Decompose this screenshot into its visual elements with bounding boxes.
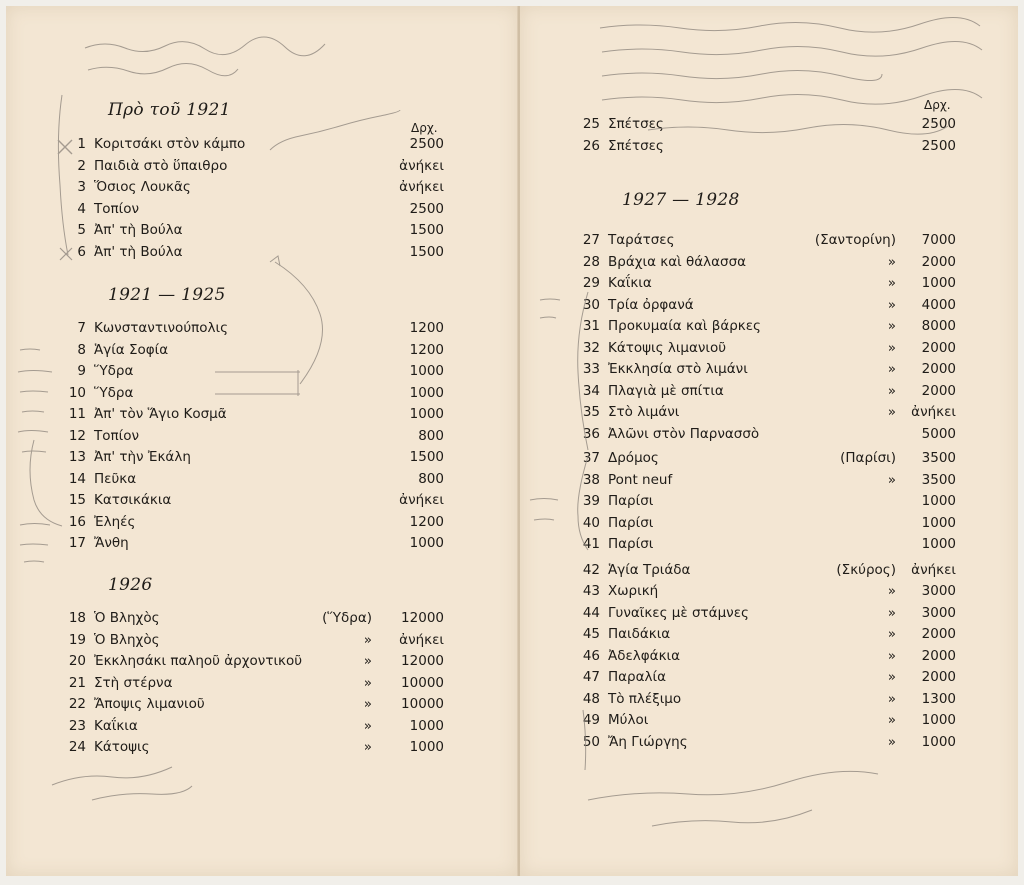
- catalogue-number: 7: [77, 320, 86, 336]
- catalogue-row-31: [576, 318, 956, 338]
- catalogue-row-1: [62, 136, 444, 156]
- catalogue-number: 46: [582, 647, 600, 664]
- artwork-title: Παιδάκια: [608, 626, 671, 642]
- artwork-location: »: [363, 717, 372, 734]
- catalogue-number: 10: [68, 384, 86, 401]
- artwork-price: 2000: [921, 669, 956, 685]
- catalogue-number: 2: [77, 157, 86, 174]
- artwork-price: 1000: [921, 493, 956, 509]
- artwork-title: Στὴ στέρνα: [94, 674, 173, 691]
- catalogue-number: 34: [582, 382, 600, 399]
- artwork-price: 1000: [921, 275, 956, 291]
- catalogue-number: 37: [582, 450, 600, 466]
- artwork-title: Ἀδελφάκια: [608, 647, 681, 664]
- artwork-price: 1000: [409, 384, 444, 401]
- artwork-title: Ὅσιος Λουκᾶς: [94, 179, 191, 195]
- catalogue-row-30: [576, 297, 956, 317]
- artwork-title: Χωρική: [608, 583, 659, 599]
- artwork-title: Τὸ πλέξιμο: [608, 690, 682, 707]
- catalogue-row-28: [576, 254, 956, 274]
- catalogue-row-13: [62, 449, 444, 469]
- artwork-title: Κοριτσάκι στὸν κάμπο: [94, 136, 246, 152]
- artwork-title: Ἁγία Σοφία: [94, 341, 169, 358]
- artwork-location: »: [363, 631, 372, 648]
- artwork-title: Κάτοψις: [94, 739, 150, 755]
- catalogue-row-7: [62, 320, 444, 340]
- catalogue-number: 40: [582, 514, 600, 531]
- artwork-location: »: [887, 253, 896, 270]
- catalogue-row-38: [576, 472, 956, 492]
- catalogue-number: 35: [582, 404, 600, 420]
- catalogue-row-32: [576, 340, 956, 360]
- artwork-price: 1000: [409, 535, 444, 551]
- artwork-price: 1000: [921, 712, 956, 728]
- artwork-price: 10000: [401, 674, 444, 691]
- artwork-price: ἀνήκει: [911, 561, 956, 578]
- catalogue-row-4: [62, 201, 444, 221]
- catalogue-number: 28: [582, 253, 600, 270]
- artwork-price: 2500: [921, 137, 956, 154]
- artwork-price: 3000: [921, 583, 956, 599]
- catalogue-number: 1: [77, 136, 86, 152]
- artwork-price: 1000: [409, 406, 444, 422]
- catalogue-row-12: [62, 428, 444, 448]
- catalogue-row-46: [576, 648, 956, 668]
- artwork-price: 10000: [401, 696, 444, 712]
- artwork-title: Παιδιὰ στὸ ὕπαιθρο: [94, 157, 228, 174]
- artwork-price: 2500: [409, 136, 444, 152]
- artwork-location: »: [887, 669, 896, 685]
- artwork-price: 12000: [401, 610, 444, 626]
- catalogue-number: 44: [582, 604, 600, 621]
- artwork-location: »: [363, 739, 372, 755]
- artwork-price: ἀνήκει: [911, 404, 956, 420]
- artwork-price: 2000: [921, 382, 956, 399]
- artwork-title: Ταράτσες: [608, 232, 675, 248]
- artwork-title: Ἀπ' τὴ Βούλα: [94, 243, 183, 260]
- artwork-price: 2000: [921, 647, 956, 664]
- artwork-location: »: [887, 733, 896, 750]
- section-title-pre-1921: Πρὸ τοῦ 1921: [108, 100, 231, 120]
- artwork-price: 800: [418, 427, 444, 444]
- catalogue-row-47: [576, 669, 956, 689]
- catalogue-row-11: [62, 406, 444, 426]
- catalogue-row-20: [62, 653, 444, 673]
- currency-header-left: Δρχ.: [411, 121, 438, 135]
- catalogue-row-41: [576, 536, 956, 556]
- catalogue-row-5: [62, 222, 444, 242]
- artwork-title: Ἐληές: [94, 513, 136, 530]
- artwork-price: 1000: [409, 363, 444, 379]
- catalogue-row-48: [576, 691, 956, 711]
- artwork-price: ἀνήκει: [399, 179, 444, 195]
- catalogue-row-26: [576, 138, 956, 158]
- catalogue-row-43: [576, 583, 956, 603]
- section-title-1927-1928: 1927 — 1928: [622, 190, 740, 210]
- catalogue-row-44: [576, 605, 956, 625]
- artwork-title: Σπέτσες: [608, 137, 664, 154]
- artwork-price: 800: [418, 470, 444, 487]
- artwork-price: 3500: [921, 450, 956, 466]
- artwork-title: Ἀπ' τὴν Ἐκάλη: [94, 449, 191, 465]
- catalogue-number: 32: [582, 339, 600, 356]
- catalogue-number: 14: [68, 470, 86, 487]
- artwork-title: Ἄνθη: [94, 535, 129, 551]
- catalogue-number: 49: [582, 712, 600, 728]
- catalogue-row-50: [576, 734, 956, 754]
- artwork-price: 2000: [921, 339, 956, 356]
- artwork-title: Στὸ λιμάνι: [608, 404, 680, 420]
- artwork-price: 1000: [409, 717, 444, 734]
- artwork-title: Πλαγιὰ μὲ σπίτια: [608, 382, 724, 399]
- catalogue-number: 33: [582, 361, 600, 377]
- artwork-location: (Σαντορίνη): [814, 232, 896, 248]
- artwork-price: 1200: [409, 513, 444, 530]
- catalogue-number: 27: [582, 232, 600, 248]
- catalogue-row-34: [576, 383, 956, 403]
- catalogue-row-23: [62, 718, 444, 738]
- catalogue-number: 38: [582, 471, 600, 488]
- artwork-price: 12000: [401, 653, 444, 669]
- artwork-title: Ἀλῶνι στὸν Παρνασσὸ: [608, 425, 760, 442]
- catalogue-row-29: [576, 275, 956, 295]
- artwork-price: 5000: [921, 425, 956, 442]
- artwork-price: ἀνήκει: [399, 492, 444, 508]
- catalogue-row-15: [62, 492, 444, 512]
- artwork-title: Παρίσι: [608, 514, 654, 531]
- catalogue-number: 36: [582, 425, 600, 442]
- artwork-price: 1200: [409, 320, 444, 336]
- artwork-location: »: [363, 696, 372, 712]
- catalogue-number: 19: [68, 631, 86, 648]
- artwork-location: »: [887, 647, 896, 664]
- catalogue-row-45: [576, 626, 956, 646]
- artwork-title: Καΐκια: [608, 275, 652, 291]
- artwork-location: »: [363, 653, 372, 669]
- catalogue-number: 17: [68, 535, 86, 551]
- catalogue-row-39: [576, 493, 956, 513]
- artwork-price: 2500: [921, 116, 956, 132]
- artwork-title: Ἐκκλησάκι παληοῦ ἀρχοντικοῦ: [94, 653, 303, 669]
- artwork-price: 1200: [409, 341, 444, 358]
- artwork-title: Ἀπ' τὴ Βούλα: [94, 222, 183, 238]
- artwork-location: »: [887, 471, 896, 488]
- artwork-title: Προκυμαία καὶ βάρκες: [608, 318, 761, 334]
- artwork-title: Ἄη Γιώργης: [608, 733, 688, 750]
- artwork-price: ἀνήκει: [399, 157, 444, 174]
- artwork-location: »: [887, 712, 896, 728]
- artwork-location: »: [887, 583, 896, 599]
- catalogue-row-6: [62, 244, 444, 264]
- catalogue-number: 31: [582, 318, 600, 334]
- artwork-title: Βράχια καὶ θάλασσα: [608, 253, 747, 270]
- catalogue-number: 23: [68, 717, 86, 734]
- currency-header-right: Δρχ.: [924, 98, 951, 112]
- catalogue-number: 3: [77, 179, 86, 195]
- artwork-price: 2000: [921, 626, 956, 642]
- catalogue-row-33: [576, 361, 956, 381]
- catalogue-row-10: [62, 385, 444, 405]
- artwork-price: 8000: [921, 318, 956, 334]
- artwork-title: Παραλία: [608, 669, 666, 685]
- artwork-title: Τοπίον: [94, 200, 140, 217]
- artwork-price: 1000: [921, 514, 956, 531]
- catalogue-number: 20: [68, 653, 86, 669]
- catalogue-row-37: [576, 450, 956, 470]
- catalogue-number: 48: [582, 690, 600, 707]
- artwork-price: 4000: [921, 296, 956, 313]
- artwork-title: Καΐκια: [94, 717, 138, 734]
- artwork-title: Παρίσι: [608, 493, 654, 509]
- artwork-location: »: [887, 604, 896, 621]
- artwork-title: Κάτοψις λιμανιοῦ: [608, 339, 727, 356]
- catalogue-number: 11: [68, 406, 86, 422]
- artwork-location: »: [887, 318, 896, 334]
- artwork-location: »: [887, 275, 896, 291]
- artwork-title: Pont neuf: [608, 471, 673, 488]
- catalogue-number: 12: [68, 427, 86, 444]
- artwork-title: Τοπίον: [94, 427, 140, 444]
- catalogue-number: 15: [68, 492, 86, 508]
- catalogue-number: 45: [582, 626, 600, 642]
- artwork-location: »: [887, 382, 896, 399]
- artwork-price: 1500: [409, 222, 444, 238]
- catalogue-number: 22: [68, 696, 86, 712]
- artwork-location: (Ὕδρα): [322, 610, 372, 626]
- catalogue-row-2: [62, 158, 444, 178]
- artwork-price: 1500: [409, 243, 444, 260]
- artwork-location: »: [887, 296, 896, 313]
- artwork-title: Σπέτσες: [608, 116, 664, 132]
- catalogue-row-8: [62, 342, 444, 362]
- catalogue-number: 24: [68, 739, 86, 755]
- artwork-location: »: [363, 674, 372, 691]
- catalogue-row-14: [62, 471, 444, 491]
- artwork-location: »: [887, 361, 896, 377]
- catalogue-row-25: [576, 116, 956, 136]
- catalogue-number: 43: [582, 583, 600, 599]
- artwork-title: Ἄποψις λιμανιοῦ: [94, 696, 205, 712]
- catalogue-row-3: [62, 179, 444, 199]
- artwork-price: 3000: [921, 604, 956, 621]
- catalogue-number: 13: [68, 449, 86, 465]
- artwork-title: Μύλοι: [608, 712, 649, 728]
- catalogue-row-18: [62, 610, 444, 630]
- catalogue-row-27: [576, 232, 956, 252]
- catalogue-row-24: [62, 739, 444, 759]
- catalogue-row-9: [62, 363, 444, 383]
- catalogue-row-40: [576, 515, 956, 535]
- artwork-price: 2000: [921, 253, 956, 270]
- catalogue-number: 5: [77, 222, 86, 238]
- catalogue-row-22: [62, 696, 444, 716]
- artwork-title: Κατσικάκια: [94, 492, 172, 508]
- catalogue-number: 41: [582, 536, 600, 552]
- artwork-title: Πεῦκα: [94, 470, 137, 487]
- artwork-location: (Παρίσι): [840, 450, 896, 466]
- artwork-price: 2000: [921, 361, 956, 377]
- catalogue-number: 50: [582, 733, 600, 750]
- catalogue-row-36: [576, 426, 956, 446]
- artwork-price: 1000: [921, 536, 956, 552]
- catalogue-number: 39: [582, 493, 600, 509]
- artwork-location: (Σκύρος): [836, 561, 896, 578]
- artwork-price: 1500: [409, 449, 444, 465]
- artwork-title: Ὁ Βληχὸς: [94, 610, 160, 626]
- artwork-title: Ὕδρα: [94, 384, 134, 401]
- artwork-title: Ἐκκλησία στὸ λιμάνι: [608, 361, 748, 377]
- catalogue-number: 9: [77, 363, 86, 379]
- artwork-title: Ἁγία Τριάδα: [608, 561, 691, 578]
- catalogue-number: 16: [68, 513, 86, 530]
- artwork-location: »: [887, 626, 896, 642]
- artwork-price: 3500: [921, 471, 956, 488]
- section-title-1926: 1926: [108, 575, 153, 595]
- artwork-location: »: [887, 690, 896, 707]
- artwork-title: Παρίσι: [608, 536, 654, 552]
- artwork-price: 1000: [921, 733, 956, 750]
- catalogue-number: 25: [582, 116, 600, 132]
- catalogue-row-16: [62, 514, 444, 534]
- catalogue-number: 42: [582, 561, 600, 578]
- artwork-title: Ὁ Βληχὸς: [94, 631, 160, 648]
- artwork-title: Γυναῖκες μὲ στάμνες: [608, 604, 749, 621]
- section-title-1921-1925: 1921 — 1925: [108, 285, 226, 305]
- artwork-location: »: [887, 339, 896, 356]
- catalogue-number: 29: [582, 275, 600, 291]
- catalogue-row-21: [62, 675, 444, 695]
- catalogue-number: 4: [77, 200, 86, 217]
- catalogue-row-35: [576, 404, 956, 424]
- catalogue-number: 6: [77, 243, 86, 260]
- artwork-price: 1000: [409, 739, 444, 755]
- catalogue-number: 47: [582, 669, 600, 685]
- artwork-title: Ἀπ' τὸν Ἅγιο Κοσμᾶ: [94, 406, 227, 422]
- artwork-title: Δρόμος: [608, 450, 659, 466]
- catalogue-row-17: [62, 535, 444, 555]
- artwork-title: Τρία ὀρφανά: [608, 296, 694, 313]
- catalogue-row-19: [62, 632, 444, 652]
- catalogue-row-42: [576, 562, 956, 582]
- catalogue-number: 26: [582, 137, 600, 154]
- artwork-price: 2500: [409, 200, 444, 217]
- artwork-price: 1300: [921, 690, 956, 707]
- catalogue-row-49: [576, 712, 956, 732]
- artwork-title: Κωνσταντινούπολις: [94, 320, 228, 336]
- artwork-location: »: [887, 404, 896, 420]
- catalogue-number: 30: [582, 296, 600, 313]
- catalogue-number: 8: [77, 341, 86, 358]
- artwork-price: 7000: [921, 232, 956, 248]
- catalogue-number: 21: [68, 674, 86, 691]
- artwork-title: Ὕδρα: [94, 363, 134, 379]
- artwork-price: ἀνήκει: [399, 631, 444, 648]
- catalogue-number: 18: [68, 610, 86, 626]
